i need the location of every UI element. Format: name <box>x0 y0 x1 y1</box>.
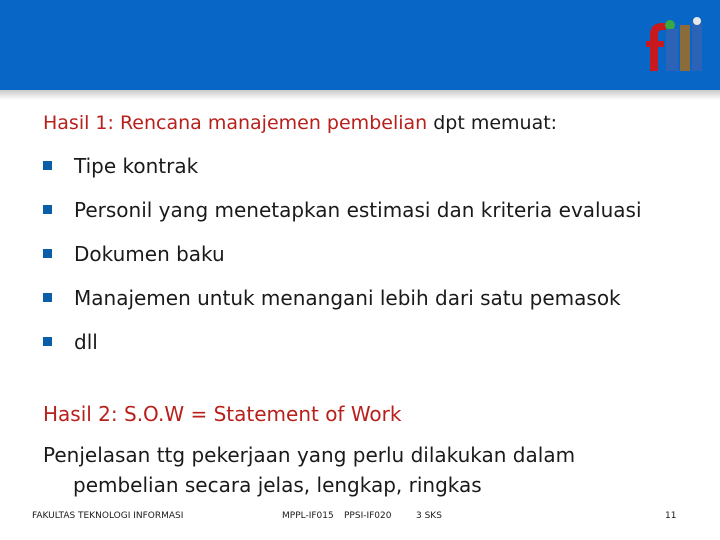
explanation-paragraph <box>43 440 683 500</box>
result-1-suffix: dpt memuat: <box>427 112 558 134</box>
fti-logo-icon <box>646 17 704 73</box>
footer-faculty: FAKULTAS TEKNOLOGI INFORMASI <box>32 511 184 521</box>
page-number: 11 <box>665 511 677 521</box>
bullet-text: Dokumen baku <box>74 242 225 266</box>
bullet-text: Tipe kontrak <box>74 154 199 178</box>
bullet-item <box>43 152 642 196</box>
paragraph-line-2: pembelian secara jelas, lengkap, ringkas <box>73 473 482 497</box>
footer-code-2: PPSI-IF020 <box>344 511 392 521</box>
footer-code-1: MPPL-IF015 <box>282 511 334 521</box>
result-1-heading <box>43 112 557 134</box>
paragraph-line-1: Penjelasan ttg pekerjaan yang perlu dilakukan dalam <box>43 443 576 467</box>
footer-credits: 3 SKS <box>416 511 442 521</box>
square-bullet-icon <box>43 249 52 258</box>
bullet-text: dll <box>74 330 98 354</box>
square-bullet-icon <box>43 293 52 302</box>
result-2-heading: Hasil 2: S.O.W = Statement of Work <box>43 402 402 426</box>
bullet-item <box>43 196 642 240</box>
square-bullet-icon <box>43 161 52 170</box>
result-1-title: Hasil 1: Rencana manajemen pembelian <box>43 112 428 134</box>
bullet-item <box>43 328 642 372</box>
bullet-text: Personil yang menetapkan estimasi dan kriteria evaluasi <box>74 198 642 222</box>
square-bullet-icon <box>43 337 52 346</box>
header-shadow <box>0 90 720 100</box>
square-bullet-icon <box>43 205 52 214</box>
bullet-text: Manajemen untuk menangani lebih dari satu pemasok <box>74 286 621 310</box>
header-band <box>0 0 720 90</box>
bullet-list <box>43 152 642 372</box>
bullet-item <box>43 284 642 328</box>
bullet-item <box>43 240 642 284</box>
